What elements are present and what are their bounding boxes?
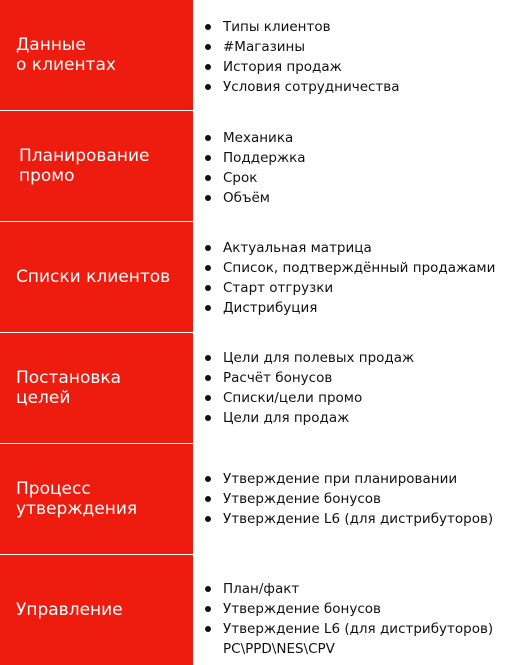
list-item: #Магазины [205,37,400,57]
category-label [0,333,193,443]
category-label [0,111,193,221]
bullet-icon [205,415,211,421]
bullet-icon [205,516,211,522]
list-item: План/факт [205,579,493,599]
bullet-icon [205,586,211,592]
list-item: Утверждение L6 (для дистрибуторов) [205,509,493,529]
category-label-text: Постановка целей [16,368,122,408]
bullet-icon [205,135,211,141]
list-item: Утверждение бонусов [205,599,493,619]
list-item: Дистрибуция [205,298,495,318]
list-item: Старт отгрузки [205,278,495,298]
list-item: Цели для полевых продаж [205,348,414,368]
list-item: Цели для продаж [205,408,414,428]
category-label [0,444,193,554]
list-item: Условия сотрудничества [205,77,400,97]
list-item: Утверждение при планировании [205,469,493,489]
bullet-icon [205,245,211,251]
list-item: Актуальная матрица [205,238,495,258]
bullet-list [205,238,495,318]
category-label-text: Планирование промо [19,146,150,186]
bullet-icon [205,375,211,381]
bullet-icon [205,24,211,30]
bullet-icon [205,44,211,50]
category-label [0,222,193,332]
category-label-text: Процесс утверждения [16,479,138,519]
bullet-icon [205,64,211,70]
bullet-icon [205,355,211,361]
category-label-text: Данные о клиентах [16,35,116,75]
bullet-icon [205,195,211,201]
list-item: Утверждение бонусов [205,489,493,509]
table-row [0,333,508,443]
list-item: Объём [205,188,306,208]
bullet-icon [205,265,211,271]
list-item: Поддержка [205,148,306,168]
category-label-text: Списки клиентов [16,267,171,287]
table-row [0,444,508,554]
bullet-icon [205,606,211,612]
list-item: История продаж [205,57,400,77]
list-item: Срок [205,168,306,188]
list-item: Списки/цели промо [205,388,414,408]
bullet-icon [205,626,211,632]
list-item: Расчёт бонусов [205,368,414,388]
bullet-icon [205,155,211,161]
bullet-icon [205,496,211,502]
bullet-icon [205,84,211,90]
category-label-text: Управление [16,600,123,620]
table-row [0,222,508,332]
list-item: Список, подтверждённый продажами [205,258,495,278]
table-row [0,555,508,665]
category-label [0,0,193,110]
bullet-icon [205,175,211,181]
bullet-list [205,17,400,97]
bullet-icon [205,476,211,482]
list-item: Механика [205,128,306,148]
bullet-icon [205,285,211,291]
bullet-icon [205,305,211,311]
bullet-list [205,348,414,428]
category-label [0,555,193,665]
list-item: Типы клиентов [205,17,400,37]
table-row [0,111,508,221]
bullet-list [205,579,493,659]
list-item: Утверждение L6 (для дистрибуторов) PC\PPD\NES\CPV [205,619,493,659]
bullet-icon [205,395,211,401]
table-row [0,0,508,110]
bullet-list [205,469,493,529]
bullet-list [205,128,306,208]
